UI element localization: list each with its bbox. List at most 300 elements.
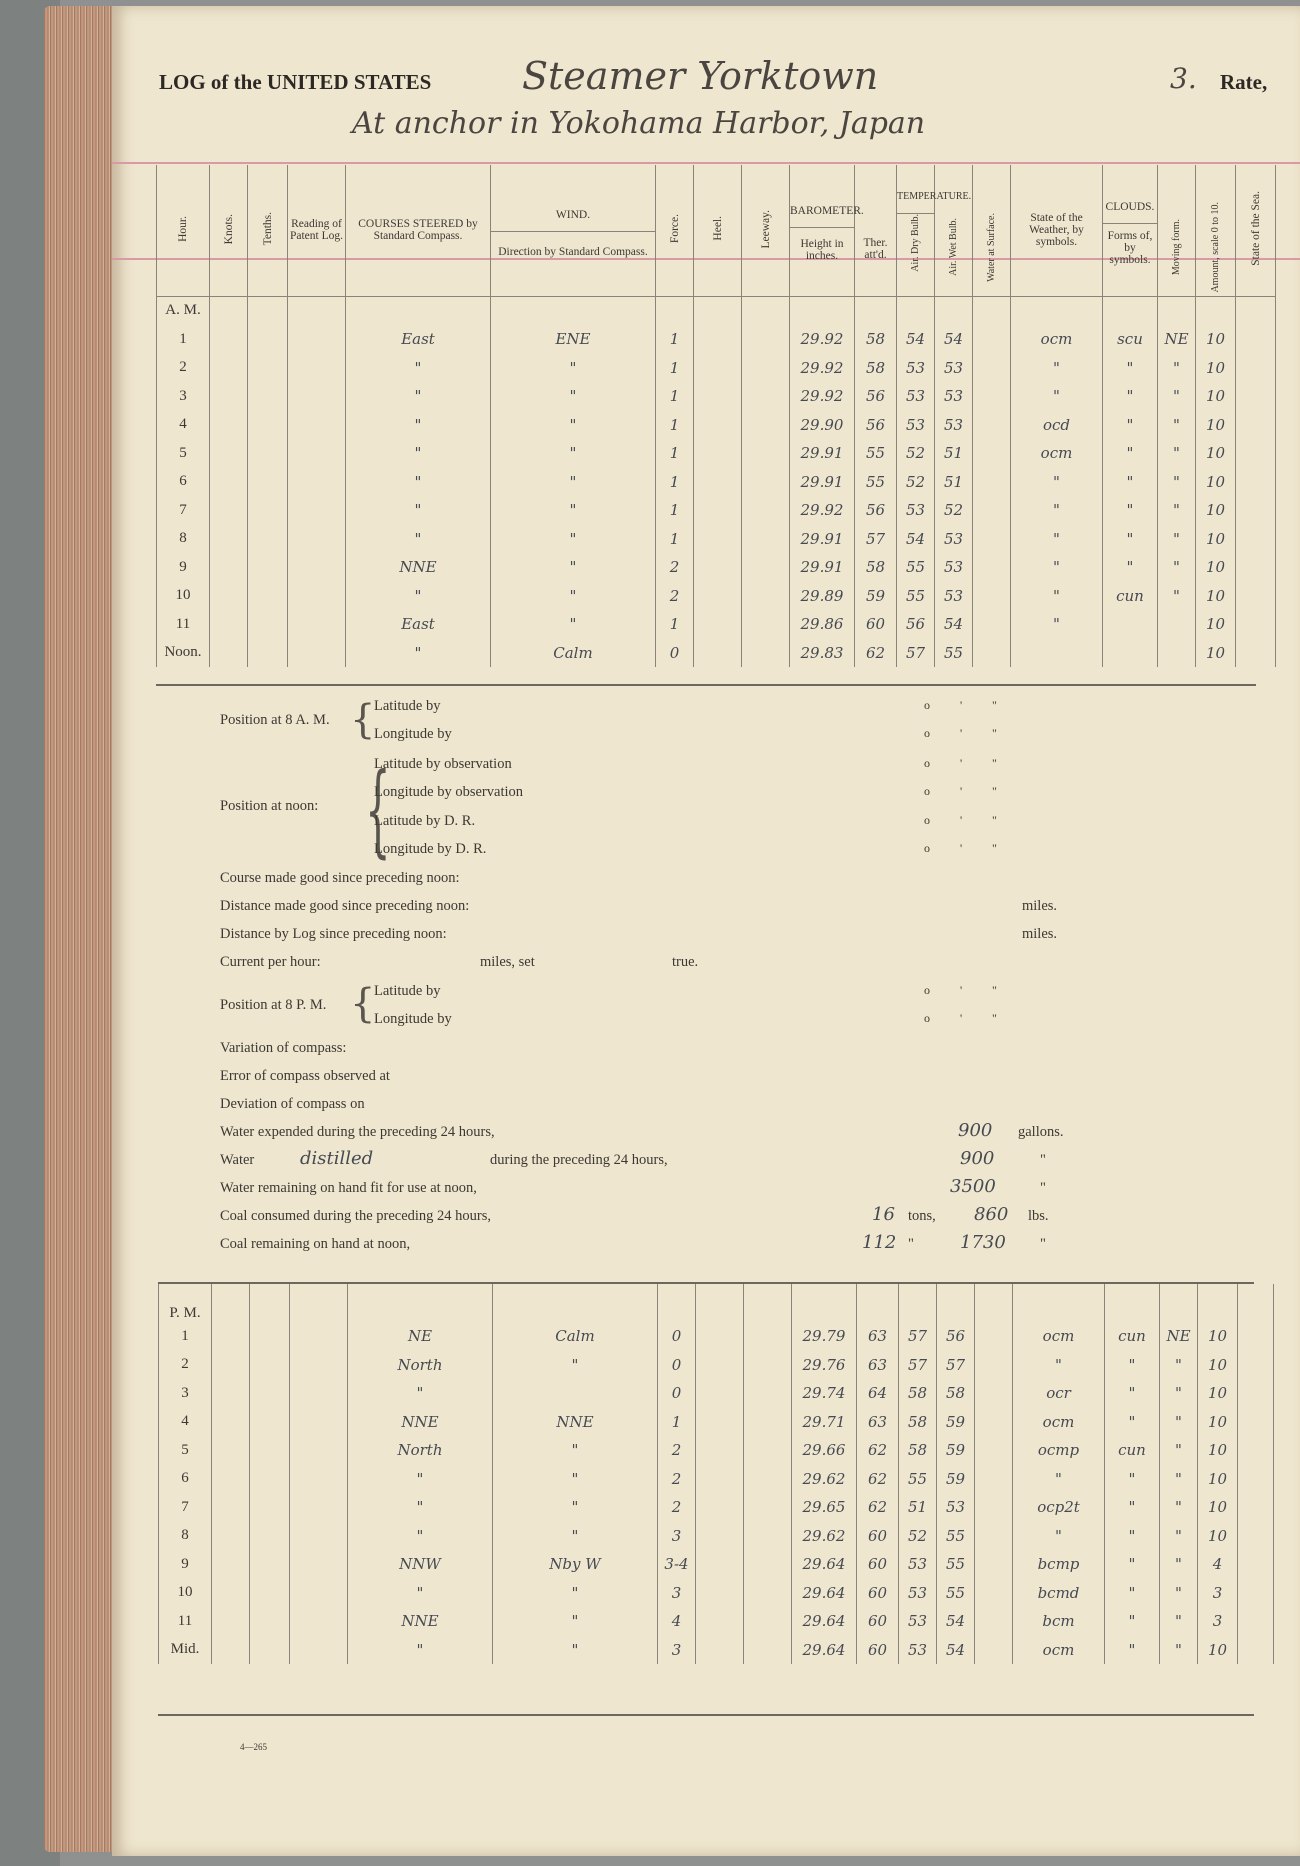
log-page: [112, 6, 1300, 1856]
cell-wind-dir: ": [491, 496, 656, 525]
cell-forms: ": [1103, 553, 1158, 582]
cell-dry: 53: [899, 1636, 937, 1665]
cell-force: 3-4: [658, 1550, 696, 1579]
cell-weather: ": [1013, 1351, 1105, 1380]
cell-wet: 59: [937, 1436, 975, 1465]
cell-moving: ": [1158, 468, 1196, 497]
cell-weather: ": [1011, 553, 1103, 582]
cell-empty: [212, 1493, 250, 1522]
cell-moving: ": [1160, 1465, 1198, 1494]
cell-dry: 58: [899, 1408, 937, 1437]
cell-bar: 29.92: [790, 496, 855, 525]
cell-hour: 6: [157, 468, 210, 497]
cell-amount: 10: [1196, 639, 1236, 668]
cell-weather: ocp2t: [1013, 1493, 1105, 1522]
cell-wet: 58: [937, 1379, 975, 1408]
cell-course: NNW: [348, 1550, 493, 1579]
cell-empty: [696, 1607, 744, 1636]
cell-moving: ": [1160, 1379, 1198, 1408]
cell-wet: 53: [935, 553, 973, 582]
deviation-of-compass: Deviation of compass on: [220, 1096, 365, 1112]
cell-wind-dir: ": [493, 1522, 658, 1551]
cell-force: 4: [658, 1607, 696, 1636]
cell-amount: 10: [1198, 1493, 1238, 1522]
cell-course: ": [346, 639, 491, 668]
cell-dry: 53: [897, 382, 935, 411]
pm-row: [159, 1636, 1274, 1665]
position-min-mark: ': [960, 841, 963, 855]
cell-empty: [744, 1607, 792, 1636]
cell-empty: [975, 1379, 1013, 1408]
coal-consumed-lbs: 860: [974, 1204, 1009, 1225]
cell-forms: ": [1105, 1408, 1160, 1437]
cell-moving: ": [1158, 382, 1196, 411]
vessel-name: Steamer Yorktown: [522, 54, 879, 98]
cell-forms: ": [1105, 1579, 1160, 1608]
rate-number: 3.: [1170, 62, 1197, 95]
cell-empty: [290, 1579, 348, 1608]
cell-empty: [744, 1351, 792, 1380]
cell-weather: ocm: [1013, 1408, 1105, 1437]
cell-course: ": [346, 411, 491, 440]
cell-empty: [1238, 1522, 1274, 1551]
position-sec-mark: ": [992, 841, 997, 855]
cell-dry: 51: [899, 1493, 937, 1522]
cell-empty: [1238, 1465, 1274, 1494]
wind-header: WIND.: [491, 203, 655, 232]
cell-dry: 57: [899, 1351, 937, 1380]
cell-forms: ": [1105, 1493, 1160, 1522]
cell-forms: ": [1105, 1550, 1160, 1579]
cell-empty: [212, 1550, 250, 1579]
cell-moving: ": [1158, 354, 1196, 383]
cell-wet: 51: [935, 468, 973, 497]
cell-amount: 3: [1198, 1579, 1238, 1608]
cell-moving: ": [1160, 1579, 1198, 1608]
cell-forms: ": [1103, 468, 1158, 497]
long-by-observation: Longitude by observation: [374, 784, 524, 800]
ditto-4: ": [1040, 1236, 1046, 1252]
cell-moving: ": [1160, 1636, 1198, 1665]
cell-wind-dir: ": [493, 1579, 658, 1608]
position-deg-mark: o: [924, 841, 930, 855]
water-remaining-value: 3500: [950, 1176, 996, 1197]
during-preceding-label: during the preceding 24 hours,: [490, 1152, 668, 1168]
cell-dry: 53: [897, 354, 935, 383]
cell-bar: 29.64: [792, 1579, 857, 1608]
course-made-good: Course made good since preceding noon:: [220, 870, 460, 886]
cell-amount: 4: [1198, 1550, 1238, 1579]
cell-empty: [290, 1493, 348, 1522]
cell-hour: 4: [159, 1408, 212, 1437]
cell-wind-dir: ": [491, 582, 656, 611]
cell-amount: 10: [1198, 1436, 1238, 1465]
cell-forms: ": [1103, 525, 1158, 554]
cell-amount: 10: [1198, 1322, 1238, 1351]
cell-empty: [975, 1436, 1013, 1465]
cell-dry: 53: [897, 411, 935, 440]
cell-weather: ": [1011, 525, 1103, 554]
cell-moving: ": [1160, 1522, 1198, 1551]
cell-ther: 56: [855, 411, 897, 440]
cell-empty: [744, 1436, 792, 1465]
cell-wet: 51: [935, 439, 973, 468]
cell-ther: 56: [855, 496, 897, 525]
cell-weather: bcmp: [1013, 1550, 1105, 1579]
cell-forms: ": [1103, 411, 1158, 440]
position-deg-mark: o: [924, 983, 930, 997]
cell-empty: [696, 1579, 744, 1608]
cell-course: NNE: [348, 1408, 493, 1437]
cell-empty: [290, 1465, 348, 1494]
cell-force: 2: [658, 1436, 696, 1465]
cell-empty: [212, 1351, 250, 1380]
clouds-header: CLOUDS.: [1103, 195, 1157, 224]
cell-empty: [250, 1351, 290, 1380]
water-distilled-value: 900: [960, 1148, 995, 1169]
distance-made-good: Distance made good since preceding noon:: [220, 898, 470, 914]
cell-hour: 7: [159, 1493, 212, 1522]
cell-forms: ": [1103, 439, 1158, 468]
pos-8am-long: Longitude by: [374, 726, 452, 742]
cell-wind-dir: ": [491, 439, 656, 468]
cell-empty: [290, 1550, 348, 1579]
cell-empty: [1238, 1493, 1274, 1522]
cell-empty: [975, 1408, 1013, 1437]
cell-bar: 29.74: [792, 1379, 857, 1408]
cell-wind-dir: ": [493, 1607, 658, 1636]
ditto-3: ": [908, 1236, 914, 1252]
cell-bar: 29.65: [792, 1493, 857, 1522]
cell-empty: [290, 1322, 348, 1351]
cell-forms: ": [1105, 1636, 1160, 1665]
cell-empty: [696, 1465, 744, 1494]
cell-course: ": [346, 354, 491, 383]
cell-hour: 2: [157, 354, 210, 383]
water-distilled: distilled: [300, 1148, 374, 1169]
cell-wet: 52: [935, 496, 973, 525]
pm-row: [159, 1579, 1274, 1608]
cell-wet: 57: [937, 1351, 975, 1380]
cell-course: East: [346, 610, 491, 639]
cell-empty: [696, 1408, 744, 1437]
cell-wind-dir: ": [493, 1436, 658, 1465]
cell-wind-dir: ": [493, 1465, 658, 1494]
position-min-mark: ': [960, 983, 963, 997]
cell-wind-dir: ": [491, 553, 656, 582]
col-bar-height: BAROMETER. Height in inches.: [790, 165, 855, 296]
pm-row: [159, 1522, 1274, 1551]
cell-dry: 53: [899, 1579, 937, 1608]
header-rule: [112, 162, 1300, 164]
cell-course: ": [348, 1636, 493, 1665]
cell-hour: 4: [157, 411, 210, 440]
cell-bar: 29.62: [792, 1465, 857, 1494]
cell-empty: [975, 1522, 1013, 1551]
cell-wind-dir: ": [493, 1493, 658, 1522]
cell-wind-dir: NNE: [493, 1408, 658, 1437]
cell-force: 1: [656, 411, 694, 440]
cell-course: North: [348, 1351, 493, 1380]
cell-empty: [212, 1522, 250, 1551]
pm-row: [159, 1322, 1274, 1351]
cell-bar: 29.92: [790, 354, 855, 383]
cell-hour: 10: [157, 582, 210, 611]
cell-empty: [212, 1579, 250, 1608]
cell-force: 1: [656, 354, 694, 383]
cell-wet: 55: [935, 639, 973, 668]
long-by-dr: Longitude by D. R.: [374, 841, 487, 857]
cell-empty: [744, 1408, 792, 1437]
cell-empty: [975, 1322, 1013, 1351]
cell-empty: [250, 1550, 290, 1579]
cell-bar: 29.79: [792, 1322, 857, 1351]
rate-label: Rate,: [1220, 70, 1268, 94]
distance-by-log: Distance by Log since preceding noon:: [220, 926, 447, 942]
col-heel: Heel.: [694, 165, 742, 296]
location-note: At anchor in Yokohama Harbor, Japan: [352, 106, 926, 141]
cell-forms: ": [1103, 354, 1158, 383]
cell-moving: NE: [1160, 1322, 1198, 1351]
log-title: LOG of the UNITED STATES: [159, 70, 432, 94]
cell-ther: 55: [855, 468, 897, 497]
cell-empty: [212, 1607, 250, 1636]
cell-empty: [1238, 1379, 1274, 1408]
cell-empty: [696, 1351, 744, 1380]
cell-wind-dir: ": [493, 1636, 658, 1665]
pm-row: [159, 1351, 1274, 1380]
cell-course: ": [348, 1522, 493, 1551]
ditto-1: ": [1040, 1152, 1046, 1168]
cell-bar: 29.64: [792, 1636, 857, 1665]
cell-weather: ": [1011, 496, 1103, 525]
pm-row: [159, 1465, 1274, 1494]
position-deg-mark: o: [924, 726, 930, 740]
col-courses: COURSES STEERED by Standard Compass.: [346, 165, 491, 296]
cell-empty: [1238, 1351, 1274, 1380]
col-dry-bulb: TEMPERATURE. Air. Dry Bulb.: [897, 165, 935, 296]
cell-ther: 60: [857, 1607, 899, 1636]
cell-bar: 29.64: [792, 1550, 857, 1579]
cell-wind-dir: ": [491, 354, 656, 383]
cell-force: 3: [658, 1636, 696, 1665]
cell-dry: 58: [899, 1436, 937, 1465]
cell-wind-dir: Nby W: [493, 1550, 658, 1579]
true-label: true.: [672, 954, 699, 970]
cell-empty: [250, 1322, 290, 1351]
pos-8pm-label: Position at 8 P. M.: [220, 997, 327, 1013]
cell-amount: 3: [1198, 1607, 1238, 1636]
lbs-label: lbs.: [1028, 1208, 1049, 1224]
cell-force: 2: [658, 1493, 696, 1522]
cell-amount: 10: [1198, 1408, 1238, 1437]
cell-ther: 60: [857, 1522, 899, 1551]
cell-course: ": [346, 439, 491, 468]
position-sec-mark: ": [992, 784, 997, 798]
cell-weather: bcmd: [1013, 1579, 1105, 1608]
cell-empty: [744, 1493, 792, 1522]
cell-empty: [290, 1408, 348, 1437]
cell-wind-dir: [493, 1379, 658, 1408]
pm-row: [159, 1408, 1274, 1437]
cell-empty: [975, 1351, 1013, 1380]
cell-wind-dir: ": [491, 382, 656, 411]
cell-amount: 10: [1198, 1379, 1238, 1408]
cell-empty: [975, 1465, 1013, 1494]
cell-amount: 10: [1198, 1465, 1238, 1494]
cell-ther: 60: [855, 610, 897, 639]
cell-empty: [975, 1607, 1013, 1636]
cell-force: 1: [658, 1408, 696, 1437]
lat-by-observation: Latitude by observation: [374, 756, 512, 772]
cell-ther: 63: [857, 1322, 899, 1351]
cell-ther: 63: [857, 1408, 899, 1437]
pm-label: P. M.: [159, 1284, 212, 1322]
cell-course: NE: [348, 1322, 493, 1351]
miles-label-1: miles.: [1022, 898, 1058, 914]
cell-amount: 10: [1196, 325, 1236, 354]
pos-8am-label: Position at 8 A. M.: [220, 712, 330, 728]
cell-dry: 53: [899, 1550, 937, 1579]
cell-weather: ocm: [1013, 1636, 1105, 1665]
position-deg-mark: o: [924, 813, 930, 827]
cell-weather: bcm: [1013, 1607, 1105, 1636]
cell-wet: 55: [937, 1550, 975, 1579]
cell-empty: [1238, 1579, 1274, 1608]
cell-amount: 10: [1196, 411, 1236, 440]
cell-force: 0: [656, 639, 694, 668]
brace-noon: {: [365, 751, 391, 868]
cell-empty: [1238, 1550, 1274, 1579]
cell-force: 1: [656, 382, 694, 411]
barometer-header: BAROMETER.: [790, 199, 854, 228]
cell-hour: 7: [157, 496, 210, 525]
cell-weather: ": [1011, 582, 1103, 611]
cell-bar: 29.71: [792, 1408, 857, 1437]
cell-wind-dir: ": [491, 525, 656, 554]
cell-bar: 29.76: [792, 1351, 857, 1380]
cell-force: 0: [658, 1351, 696, 1380]
cell-empty: [744, 1579, 792, 1608]
cell-wind-dir: Calm: [491, 639, 656, 668]
col-wet-bulb: Air. Wet Bulb.: [935, 165, 973, 296]
cell-hour: 5: [157, 439, 210, 468]
position-min-mark: ': [960, 756, 963, 770]
cell-ther: 64: [857, 1379, 899, 1408]
cell-empty: [212, 1379, 250, 1408]
cell-amount: 10: [1196, 496, 1236, 525]
cell-empty: [696, 1379, 744, 1408]
position-sec-mark: ": [992, 726, 997, 740]
cell-empty: [975, 1493, 1013, 1522]
cell-amount: 10: [1196, 582, 1236, 611]
position-deg-mark: o: [924, 1011, 930, 1025]
cell-dry: 55: [897, 553, 935, 582]
page-edges: [44, 6, 122, 1852]
cell-empty: [744, 1379, 792, 1408]
cell-bar: 29.91: [790, 525, 855, 554]
cell-course: ": [346, 582, 491, 611]
cell-course: ": [348, 1379, 493, 1408]
cell-dry: 52: [897, 468, 935, 497]
cell-ther: 63: [857, 1351, 899, 1380]
position-min-mark: ': [960, 1011, 963, 1025]
cell-forms: scu: [1103, 325, 1158, 354]
gallons-label: gallons.: [1018, 1124, 1064, 1140]
col-amount: Amount, scale 0 to 10.: [1196, 165, 1236, 296]
cell-empty: [212, 1408, 250, 1437]
cell-force: 0: [658, 1322, 696, 1351]
cell-ther: 62: [857, 1465, 899, 1494]
position-min-mark: ': [960, 813, 963, 827]
cell-empty: [250, 1607, 290, 1636]
cell-empty: [290, 1351, 348, 1380]
cell-empty: [250, 1465, 290, 1494]
col-sea: State of the Sea.: [1236, 165, 1276, 296]
pm-row: [159, 1550, 1274, 1579]
col-cloud-forms: CLOUDS. Forms of, by symbols.: [1103, 165, 1158, 296]
current-per-hour: Current per hour:: [220, 954, 321, 970]
cell-force: 3: [658, 1522, 696, 1551]
cell-dry: 52: [897, 439, 935, 468]
cell-weather: ocm: [1013, 1322, 1105, 1351]
cell-empty: [290, 1522, 348, 1551]
cell-empty: [250, 1579, 290, 1608]
col-hour: Hour.: [157, 165, 210, 296]
cell-course: NNE: [346, 553, 491, 582]
cell-ther: 55: [855, 439, 897, 468]
cell-wind-dir: ": [491, 411, 656, 440]
col-leeway: Leeway.: [742, 165, 790, 296]
cell-dry: 55: [897, 582, 935, 611]
position-min-mark: ': [960, 784, 963, 798]
cell-wet: 53: [937, 1493, 975, 1522]
cell-weather: ocd: [1011, 411, 1103, 440]
cell-course: ": [348, 1579, 493, 1608]
cell-empty: [212, 1436, 250, 1465]
error-of-compass: Error of compass observed at: [220, 1068, 390, 1084]
am-label: A. M.: [157, 296, 210, 325]
cell-empty: [744, 1522, 792, 1551]
cell-wet: 53: [935, 411, 973, 440]
cell-wet: 53: [935, 354, 973, 383]
cell-forms: ": [1105, 1465, 1160, 1494]
cell-bar: 29.62: [792, 1522, 857, 1551]
cell-empty: [212, 1465, 250, 1494]
miles-set: miles, set: [480, 954, 535, 970]
cell-force: 1: [656, 496, 694, 525]
cell-amount: 10: [1198, 1636, 1238, 1665]
cell-bar: 29.92: [790, 382, 855, 411]
cell-course: ": [346, 496, 491, 525]
cell-moving: ": [1160, 1607, 1198, 1636]
cell-hour: 9: [157, 553, 210, 582]
cell-empty: [290, 1607, 348, 1636]
cell-wind-dir: ENE: [491, 325, 656, 354]
cell-bar: 29.64: [792, 1607, 857, 1636]
cell-forms: ": [1105, 1351, 1160, 1380]
cell-weather: ocm: [1011, 325, 1103, 354]
coal-remaining-label: Coal remaining on hand at noon,: [220, 1236, 411, 1252]
pm-row: [159, 1607, 1274, 1636]
pos-noon-label: Position at noon:: [220, 798, 319, 814]
cell-weather: ": [1013, 1465, 1105, 1494]
cell-dry: 54: [897, 525, 935, 554]
miles-label-2: miles.: [1022, 926, 1058, 942]
cell-amount: 10: [1196, 553, 1236, 582]
col-knots: Knots.: [210, 165, 248, 296]
col-patent-log: Reading of Patent Log.: [288, 165, 346, 296]
